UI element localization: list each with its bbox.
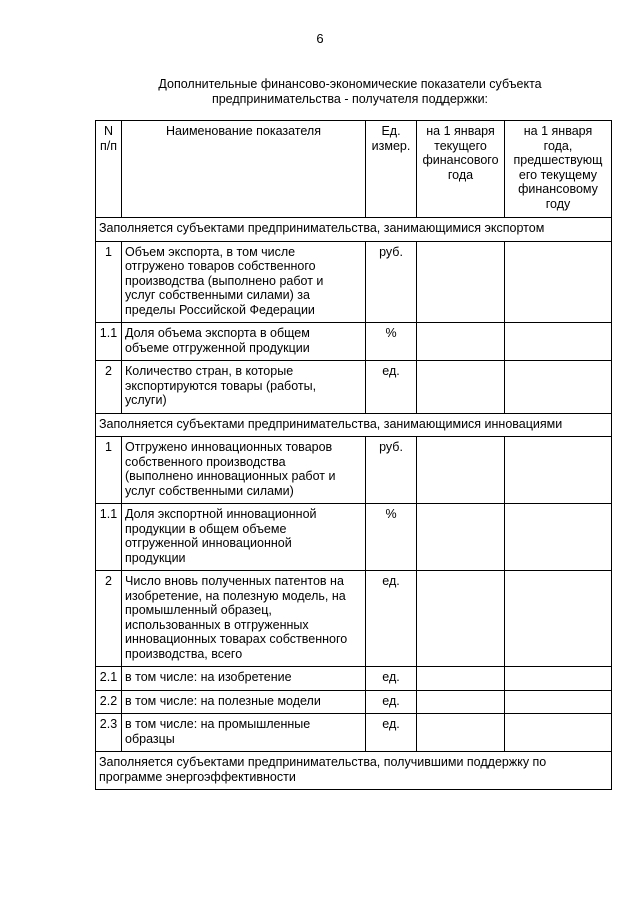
value-current[interactable]: [417, 323, 505, 361]
section-export-row: [96, 218, 612, 242]
value-previous[interactable]: [505, 690, 612, 714]
section-innovation-row: [96, 413, 612, 437]
title-line-2: предпринимательства - получателя поддержки:: [211, 92, 489, 106]
table-row: 2 Число вновь полученных патентов на изобретение, на полезную модель, на промышленный образец, использованных в отгруженных инновационных товарах собственного производства, всего ед.: [96, 571, 612, 667]
table-row: 1.1 Доля экспортной инновационной продукции в общем объеме отгруженной инновационной продукции %: [96, 504, 612, 571]
table-row: 1.1 Доля объема экспорта в общем объеме отгруженной продукции %: [96, 323, 612, 361]
value-previous[interactable]: [505, 714, 612, 752]
section-energy-row: [96, 752, 612, 790]
document-title: [150, 77, 550, 107]
section-innovation-title: Заполняется субъектами предпринимательства, занимающимися инновациями: [96, 413, 612, 437]
value-current[interactable]: [417, 361, 505, 414]
indicators-table: [95, 120, 612, 790]
value-current[interactable]: [417, 667, 505, 691]
value-current[interactable]: [417, 690, 505, 714]
table-row: 1 Отгружено инновационных товаров собственного производства (выполнено инновационных работ и услуг собственными силами) руб.: [96, 437, 612, 504]
table-row: 2.2 в том числе: на полезные модели ед.: [96, 690, 612, 714]
value-previous[interactable]: [505, 323, 612, 361]
value-previous[interactable]: [505, 667, 612, 691]
header-current-year: на 1 января текущего финансового года: [417, 121, 505, 218]
value-current[interactable]: [417, 504, 505, 571]
table-row: 2.1 в том числе: на изобретение ед.: [96, 667, 612, 691]
value-previous[interactable]: [505, 361, 612, 414]
value-current[interactable]: [417, 571, 505, 667]
value-current[interactable]: [417, 241, 505, 323]
value-previous[interactable]: [505, 504, 612, 571]
header-name: Наименование показателя: [122, 121, 366, 218]
header-previous-year: на 1 января года, предшествующ его текущему финансовому году: [505, 121, 612, 218]
value-current[interactable]: [417, 437, 505, 504]
value-previous[interactable]: [505, 571, 612, 667]
page-number: 6: [316, 31, 324, 46]
header-unit: Ед. измер.: [366, 121, 417, 218]
value-previous[interactable]: [505, 437, 612, 504]
header-row: [96, 121, 612, 218]
section-energy-title: Заполняется субъектами предпринимательства, получившими поддержку по программе энергоэффективности: [96, 752, 612, 790]
table-row: 2.3 в том числе: на промышленные образцы ед.: [96, 714, 612, 752]
title-line-1: Дополнительные финансово-экономические показатели субъекта: [158, 77, 542, 91]
table-row: 2 Количество стран, в которые экспортируются товары (работы, услуги) ед.: [96, 361, 612, 414]
table-row: 1 Объем экспорта, в том числе отгружено товаров собственного производства (выполнено работ и услуг собственными силами) за пределы Российской Федерации руб.: [96, 241, 612, 323]
value-current[interactable]: [417, 714, 505, 752]
value-previous[interactable]: [505, 241, 612, 323]
section-export-title: Заполняется субъектами предпринимательства, занимающимися экспортом: [96, 218, 612, 242]
header-num: N п/п: [96, 121, 122, 218]
